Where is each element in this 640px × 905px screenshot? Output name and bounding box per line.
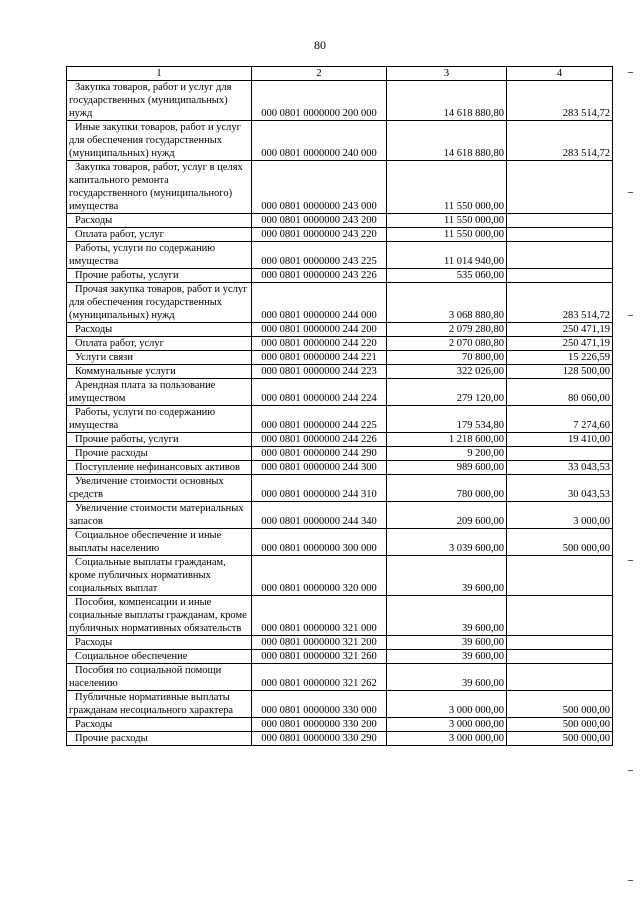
row-value-col3: 39 600,00 bbox=[387, 650, 507, 664]
row-code-cell: 000 0801 0000000 244 000 bbox=[252, 283, 387, 323]
row-value-col4: 500 000,00 bbox=[507, 691, 613, 718]
row-value-col4: 128 500,00 bbox=[507, 365, 613, 379]
row-code-cell: 000 0801 0000000 243 225 bbox=[252, 242, 387, 269]
row-value-col4: 283 514,72 bbox=[507, 283, 613, 323]
table-row bbox=[67, 242, 613, 269]
row-value-col4: 80 060,00 bbox=[507, 379, 613, 406]
table-body bbox=[67, 81, 613, 746]
row-value-col3: 2 079 280,80 bbox=[387, 323, 507, 337]
row-value-col4: 30 043,53 bbox=[507, 475, 613, 502]
row-code-cell: 000 0801 0000000 330 000 bbox=[252, 691, 387, 718]
row-value-col4: 283 514,72 bbox=[507, 121, 613, 161]
row-value-col4 bbox=[507, 636, 613, 650]
table-row bbox=[67, 379, 613, 406]
row-value-col3: 14 618 880,80 bbox=[387, 81, 507, 121]
row-value-col3: 11 550 000,00 bbox=[387, 214, 507, 228]
row-value-col4 bbox=[507, 556, 613, 596]
row-name-cell: Прочие работы, услуги bbox=[67, 269, 252, 283]
row-value-col3: 11 014 940,00 bbox=[387, 242, 507, 269]
column-header-1: 1 bbox=[67, 67, 252, 81]
row-name-cell: Поступление нефинансовых активов bbox=[67, 461, 252, 475]
row-value-col4: 283 514,72 bbox=[507, 81, 613, 121]
row-value-col3: 9 200,00 bbox=[387, 447, 507, 461]
scan-edge-mark bbox=[628, 315, 633, 316]
row-value-col3: 70 800,00 bbox=[387, 351, 507, 365]
table-row bbox=[67, 365, 613, 379]
row-code-cell: 000 0801 0000000 244 310 bbox=[252, 475, 387, 502]
row-code-cell: 000 0801 0000000 244 223 bbox=[252, 365, 387, 379]
row-name-cell: Работы, услуги по содержанию имущества bbox=[67, 242, 252, 269]
row-name-cell: Расходы bbox=[67, 214, 252, 228]
row-code-cell: 000 0801 0000000 244 340 bbox=[252, 502, 387, 529]
row-value-col4 bbox=[507, 447, 613, 461]
row-value-col3: 3 000 000,00 bbox=[387, 691, 507, 718]
row-name-cell: Прочие работы, услуги bbox=[67, 433, 252, 447]
row-code-cell: 000 0801 0000000 300 000 bbox=[252, 529, 387, 556]
table-row bbox=[67, 433, 613, 447]
row-code-cell: 000 0801 0000000 243 200 bbox=[252, 214, 387, 228]
row-name-cell: Расходы bbox=[67, 636, 252, 650]
row-code-cell: 000 0801 0000000 244 226 bbox=[252, 433, 387, 447]
row-value-col4: 33 043,53 bbox=[507, 461, 613, 475]
row-name-cell: Увеличение стоимости материальных запасов bbox=[67, 502, 252, 529]
table-row bbox=[67, 447, 613, 461]
table-row bbox=[67, 556, 613, 596]
row-name-cell: Оплата работ, услуг bbox=[67, 337, 252, 351]
table-row bbox=[67, 461, 613, 475]
row-value-col3: 3 000 000,00 bbox=[387, 718, 507, 732]
row-name-cell: Прочие расходы bbox=[67, 732, 252, 746]
table-row bbox=[67, 718, 613, 732]
column-header-4: 4 bbox=[507, 67, 613, 81]
row-value-col3: 2 070 080,80 bbox=[387, 337, 507, 351]
row-value-col3: 3 039 600,00 bbox=[387, 529, 507, 556]
row-name-cell: Публичные нормативные выплаты гражданам несоциального характера bbox=[67, 691, 252, 718]
row-code-cell: 000 0801 0000000 330 290 bbox=[252, 732, 387, 746]
table-row bbox=[67, 337, 613, 351]
row-value-col4: 3 000,00 bbox=[507, 502, 613, 529]
row-value-col3: 322 026,00 bbox=[387, 365, 507, 379]
row-code-cell: 000 0801 0000000 244 225 bbox=[252, 406, 387, 433]
row-value-col3: 11 550 000,00 bbox=[387, 228, 507, 242]
table-row bbox=[67, 121, 613, 161]
table-row bbox=[67, 502, 613, 529]
row-value-col4: 15 226,59 bbox=[507, 351, 613, 365]
row-name-cell: Пособия, компенсации и иные социальные выплаты гражданам, кроме публичных нормативных обязательств bbox=[67, 596, 252, 636]
row-code-cell: 000 0801 0000000 243 226 bbox=[252, 269, 387, 283]
row-value-col3: 535 060,00 bbox=[387, 269, 507, 283]
row-value-col4 bbox=[507, 650, 613, 664]
row-code-cell: 000 0801 0000000 243 220 bbox=[252, 228, 387, 242]
row-code-cell: 000 0801 0000000 244 290 bbox=[252, 447, 387, 461]
row-name-cell: Коммунальные услуги bbox=[67, 365, 252, 379]
row-code-cell: 000 0801 0000000 244 200 bbox=[252, 323, 387, 337]
table-row bbox=[67, 323, 613, 337]
row-value-col3: 780 000,00 bbox=[387, 475, 507, 502]
table-row bbox=[67, 732, 613, 746]
row-value-col3: 3 000 000,00 bbox=[387, 732, 507, 746]
row-value-col4 bbox=[507, 596, 613, 636]
column-header-2: 2 bbox=[252, 67, 387, 81]
row-name-cell: Закупка товаров, работ, услуг в целях капитального ремонта государственного (муниципального) имущества bbox=[67, 161, 252, 214]
scan-edge-mark bbox=[628, 192, 633, 193]
table-row bbox=[67, 81, 613, 121]
table-row bbox=[67, 406, 613, 433]
row-value-col4: 250 471,19 bbox=[507, 323, 613, 337]
row-value-col4: 250 471,19 bbox=[507, 337, 613, 351]
row-value-col3: 14 618 880,80 bbox=[387, 121, 507, 161]
row-code-cell: 000 0801 0000000 321 260 bbox=[252, 650, 387, 664]
row-value-col3: 39 600,00 bbox=[387, 596, 507, 636]
row-code-cell: 000 0801 0000000 200 000 bbox=[252, 81, 387, 121]
page-number: 80 bbox=[314, 38, 326, 52]
table-row bbox=[67, 691, 613, 718]
table-row bbox=[67, 161, 613, 214]
row-name-cell: Расходы bbox=[67, 718, 252, 732]
row-name-cell: Оплата работ, услуг bbox=[67, 228, 252, 242]
row-code-cell: 000 0801 0000000 243 000 bbox=[252, 161, 387, 214]
row-code-cell: 000 0801 0000000 320 000 bbox=[252, 556, 387, 596]
table-row bbox=[67, 214, 613, 228]
table-row bbox=[67, 269, 613, 283]
row-value-col4: 19 410,00 bbox=[507, 433, 613, 447]
scan-edge-mark bbox=[628, 880, 633, 881]
row-code-cell: 000 0801 0000000 244 300 bbox=[252, 461, 387, 475]
scan-edge-mark bbox=[628, 770, 633, 771]
row-name-cell: Услуги связи bbox=[67, 351, 252, 365]
row-value-col3: 3 068 880,80 bbox=[387, 283, 507, 323]
row-name-cell: Арендная плата за пользование имуществом bbox=[67, 379, 252, 406]
row-code-cell: 000 0801 0000000 244 224 bbox=[252, 379, 387, 406]
table-row bbox=[67, 475, 613, 502]
row-value-col3: 39 600,00 bbox=[387, 664, 507, 691]
row-code-cell: 000 0801 0000000 321 262 bbox=[252, 664, 387, 691]
row-code-cell: 000 0801 0000000 244 221 bbox=[252, 351, 387, 365]
row-value-col4 bbox=[507, 664, 613, 691]
row-value-col4 bbox=[507, 161, 613, 214]
row-value-col3: 179 534,80 bbox=[387, 406, 507, 433]
row-name-cell: Прочие расходы bbox=[67, 447, 252, 461]
table-row bbox=[67, 650, 613, 664]
row-name-cell: Пособия по социальной помощи населению bbox=[67, 664, 252, 691]
row-name-cell: Закупка товаров, работ и услуг для государственных (муниципальных) нужд bbox=[67, 81, 252, 121]
row-name-cell: Работы, услуги по содержанию имущества bbox=[67, 406, 252, 433]
row-code-cell: 000 0801 0000000 240 000 bbox=[252, 121, 387, 161]
row-name-cell: Социальное обеспечение bbox=[67, 650, 252, 664]
table-row bbox=[67, 283, 613, 323]
table-row bbox=[67, 529, 613, 556]
table-row bbox=[67, 351, 613, 365]
row-value-col4 bbox=[507, 242, 613, 269]
row-code-cell: 000 0801 0000000 330 200 bbox=[252, 718, 387, 732]
scan-edge-mark bbox=[628, 560, 633, 561]
row-value-col4: 500 000,00 bbox=[507, 718, 613, 732]
row-value-col3: 39 600,00 bbox=[387, 556, 507, 596]
row-name-cell: Иные закупки товаров, работ и услуг для обеспечения государственных (муниципальных) нужд bbox=[67, 121, 252, 161]
table-row bbox=[67, 636, 613, 650]
row-code-cell: 000 0801 0000000 321 200 bbox=[252, 636, 387, 650]
row-code-cell: 000 0801 0000000 321 000 bbox=[252, 596, 387, 636]
row-value-col3: 279 120,00 bbox=[387, 379, 507, 406]
row-value-col4 bbox=[507, 214, 613, 228]
table-row bbox=[67, 664, 613, 691]
row-value-col3: 209 600,00 bbox=[387, 502, 507, 529]
row-value-col4 bbox=[507, 269, 613, 283]
row-name-cell: Прочая закупка товаров, работ и услуг для обеспечения государственных (муниципальных) нужд bbox=[67, 283, 252, 323]
row-value-col4 bbox=[507, 228, 613, 242]
row-value-col3: 1 218 600,00 bbox=[387, 433, 507, 447]
scan-edge-mark bbox=[628, 72, 633, 73]
row-name-cell: Социальные выплаты гражданам, кроме публичных нормативных социальных выплат bbox=[67, 556, 252, 596]
table-row bbox=[67, 228, 613, 242]
row-value-col3: 11 550 000,00 bbox=[387, 161, 507, 214]
column-header-3: 3 bbox=[387, 67, 507, 81]
row-code-cell: 000 0801 0000000 244 220 bbox=[252, 337, 387, 351]
row-value-col3: 39 600,00 bbox=[387, 636, 507, 650]
row-value-col4: 500 000,00 bbox=[507, 529, 613, 556]
row-name-cell: Увеличение стоимости основных средств bbox=[67, 475, 252, 502]
row-name-cell: Расходы bbox=[67, 323, 252, 337]
row-value-col3: 989 600,00 bbox=[387, 461, 507, 475]
table-header-row bbox=[67, 67, 613, 81]
row-value-col4: 500 000,00 bbox=[507, 732, 613, 746]
row-name-cell: Социальное обеспечение и иные выплаты населению bbox=[67, 529, 252, 556]
table-row bbox=[67, 596, 613, 636]
budget-table bbox=[66, 66, 613, 746]
row-value-col4: 7 274,60 bbox=[507, 406, 613, 433]
